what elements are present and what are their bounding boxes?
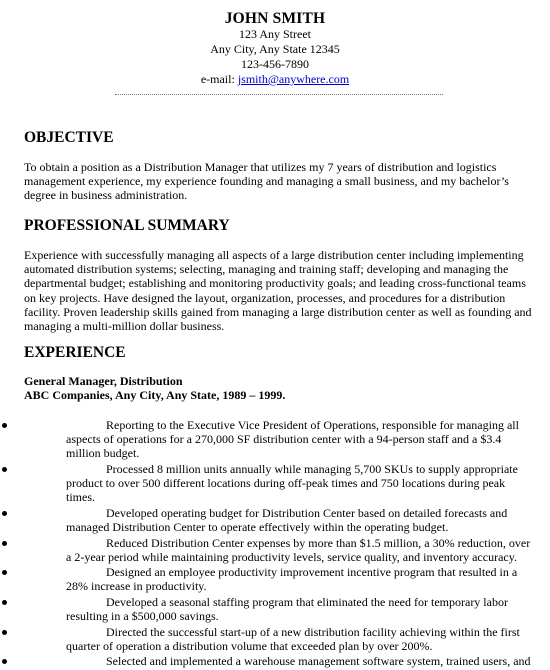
list-item	[66, 565, 536, 593]
address-line-2: Any City, Any State 12345	[210, 42, 340, 56]
bullet-text: Selected and implemented a warehouse management software system, trained users, and	[106, 654, 531, 669]
address-line-1: 123 Any Street	[239, 27, 311, 41]
job-company: ABC Companies, Any City, Any State, 1989 – 1999.	[24, 388, 286, 402]
email-label: e-mail:	[200, 72, 235, 86]
email-line	[0, 72, 550, 87]
phone-number: 123-456-7890	[241, 57, 309, 71]
experience-heading: EXPERIENCE	[24, 344, 126, 361]
objective-text: To obtain a position as a Distribution Manager that utilizes my 7 years of distribution and logistics management experience, my experience founding and managing a small business, and my bachelor’s degree in business administration.	[24, 160, 509, 203]
list-item	[66, 536, 536, 564]
bullet-text: Developed a seasonal staffing program that eliminated the need for temporary labor resulting in a $500,000 savings.	[66, 594, 508, 624]
bullet-text: Developed operating budget for Distribution Center based on detailed forecasts and managed Distribution Center to operate effectively within the operating budget.	[66, 505, 508, 535]
bullet-text: Processed 8 million units annually while managing 5,700 SKUs to supply appropriate product to over 500 different locations during off-peak times and 750 locations during peak times.	[66, 461, 518, 505]
job-title: General Manager, Distribution	[24, 374, 183, 388]
bullet-text: Directed the successful start-up of a new distribution facility achieving within the first quarter of operation a distribution volume that exceeded plan by over 200%.	[66, 624, 520, 653]
header-divider	[115, 94, 443, 95]
bullet-text: Reporting to the Executive Vice President of Operations, responsible for managing all aspects of operations for a 270,000 SF distribution center with a 94-person staff and a $3.4 million budget.	[66, 418, 519, 461]
bullet-text: Reduced Distribution Center expenses by more than $1.5 million, a 30% reduction, over a 2-year period while maintaining productivity levels, service quality, and inventory accuracy.	[66, 535, 531, 564]
experience-bullets	[66, 418, 536, 670]
bullet-text: Designed an employee productivity improvement incentive program that resulted in a 28% increase in productivity.	[66, 565, 518, 594]
list-item	[66, 654, 536, 668]
list-item	[66, 625, 536, 653]
candidate-name: JOHN SMITH	[224, 10, 326, 27]
email-link[interactable]: jsmith@anywhere.com	[237, 72, 350, 86]
objective-heading: OBJECTIVE	[24, 129, 114, 146]
summary-heading: PROFESSIONAL SUMMARY	[24, 217, 230, 234]
contact-header	[0, 10, 550, 87]
list-item	[66, 418, 536, 461]
list-item	[66, 595, 536, 623]
summary-text: Experience with successfully managing all aspects of a large distribution center including implementing automated distribution systems; selecting, managing and training staff; developing and managing the departmental budget; establishing and monitoring productivity goals; and leading cross-functional teams on key projects. Have designed the layout, organization, processes, and procedures for a distribution facility. Proven leadership skills gained from managing a large distribution center as well as founding and managing a multi-million dollar business.	[24, 248, 532, 334]
list-item	[66, 506, 536, 534]
list-item	[66, 462, 536, 505]
